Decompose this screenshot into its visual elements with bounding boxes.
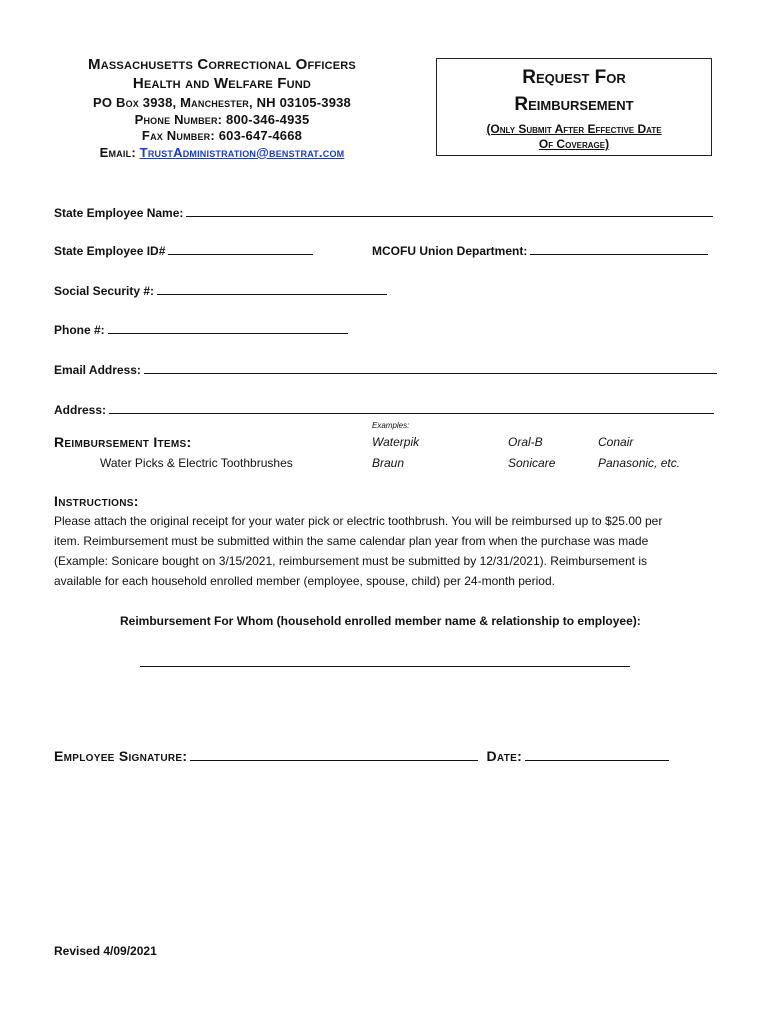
union-department-field[interactable] bbox=[530, 242, 708, 255]
phone-field[interactable] bbox=[108, 321, 348, 334]
instructions-heading: Instructions: bbox=[54, 493, 139, 509]
org-fax: Fax Number: 603-647-4668 bbox=[141, 128, 303, 143]
examples-label: Examples: bbox=[372, 421, 410, 430]
date-field[interactable] bbox=[525, 748, 669, 761]
signature-label: Employee Signature: bbox=[54, 748, 188, 764]
reimbursement-item: Water Picks & Electric Toothbrushes bbox=[100, 456, 293, 470]
signature-field[interactable] bbox=[190, 748, 478, 761]
state-employee-id-row bbox=[54, 242, 313, 258]
union-department-label: MCOFU Union Department: bbox=[372, 244, 528, 258]
example-sonicare: Sonicare bbox=[508, 456, 556, 470]
example-conair: Conair bbox=[598, 435, 634, 449]
request-title-line1: Request For bbox=[522, 67, 626, 88]
request-note-line1: (Only Submit After Effective Date bbox=[486, 122, 662, 136]
org-email-row bbox=[52, 145, 392, 160]
email-label: Email Address: bbox=[54, 363, 141, 377]
org-email-label: Email: bbox=[99, 145, 136, 160]
address-label: Address: bbox=[54, 403, 107, 417]
state-employee-name-field[interactable] bbox=[186, 204, 713, 217]
example-braun: Braun bbox=[372, 456, 405, 470]
email-row bbox=[54, 361, 717, 377]
for-whom-field[interactable] bbox=[140, 654, 630, 667]
signature-row bbox=[54, 748, 669, 764]
address-field[interactable] bbox=[109, 401, 714, 414]
address-row bbox=[54, 401, 714, 417]
org-phone: Phone Number: 800-346-4935 bbox=[134, 112, 310, 127]
state-employee-id-field[interactable] bbox=[168, 242, 313, 255]
instructions-line4: available for each household enrolled member (employee, spouse, child) per 24-month period. bbox=[54, 574, 555, 588]
request-title bbox=[437, 64, 711, 118]
request-box bbox=[436, 58, 712, 156]
ssn-field[interactable] bbox=[157, 282, 387, 295]
revised-date: Revised 4/09/2021 bbox=[54, 944, 157, 958]
phone-row bbox=[54, 321, 348, 337]
reimbursement-heading: Reimbursement Items: bbox=[54, 434, 192, 450]
instructions-line3: (Example: Sonicare bought on 3/15/2021, reimbursement must be submitted by 12/31/2021). Reimbursement is bbox=[54, 554, 647, 568]
email-field[interactable] bbox=[144, 361, 717, 374]
org-name-line2: Health and Welfare Fund bbox=[132, 75, 312, 92]
ssn-row bbox=[54, 282, 387, 298]
state-employee-name-label: State Employee Name: bbox=[54, 206, 184, 220]
example-waterpik: Waterpik bbox=[372, 435, 420, 449]
request-note-line2: Of Coverage) bbox=[538, 137, 610, 151]
org-email-link[interactable]: TrustAdministration@benstrat.com bbox=[139, 145, 345, 160]
ssn-label: Social Security #: bbox=[54, 284, 155, 298]
phone-label: Phone #: bbox=[54, 323, 105, 337]
request-title-line2: Reimbursement bbox=[514, 94, 634, 115]
org-address: PO Box 3938, Manchester, NH 03105-3938 bbox=[93, 95, 351, 110]
for-whom-label: Reimbursement For Whom (household enrolled member name & relationship to employee): bbox=[120, 614, 641, 628]
org-name-line1: Massachusetts Correctional Officers bbox=[88, 56, 356, 73]
state-employee-id-label: State Employee ID# bbox=[54, 244, 166, 258]
instructions-line2: item. Reimbursement must be submitted within the same calendar plan year from when the purchase was made bbox=[54, 534, 649, 548]
state-employee-name-row bbox=[54, 204, 713, 220]
union-department-row bbox=[372, 242, 708, 258]
example-oral-b: Oral-B bbox=[508, 435, 543, 449]
request-note bbox=[437, 122, 711, 152]
example-panasonic: Panasonic, etc. bbox=[598, 456, 681, 470]
instructions-line1: Please attach the original receipt for your water pick or electric toothbrush. You will be reimbursed up to $25.00 per bbox=[54, 514, 663, 528]
date-label: Date: bbox=[486, 748, 523, 764]
